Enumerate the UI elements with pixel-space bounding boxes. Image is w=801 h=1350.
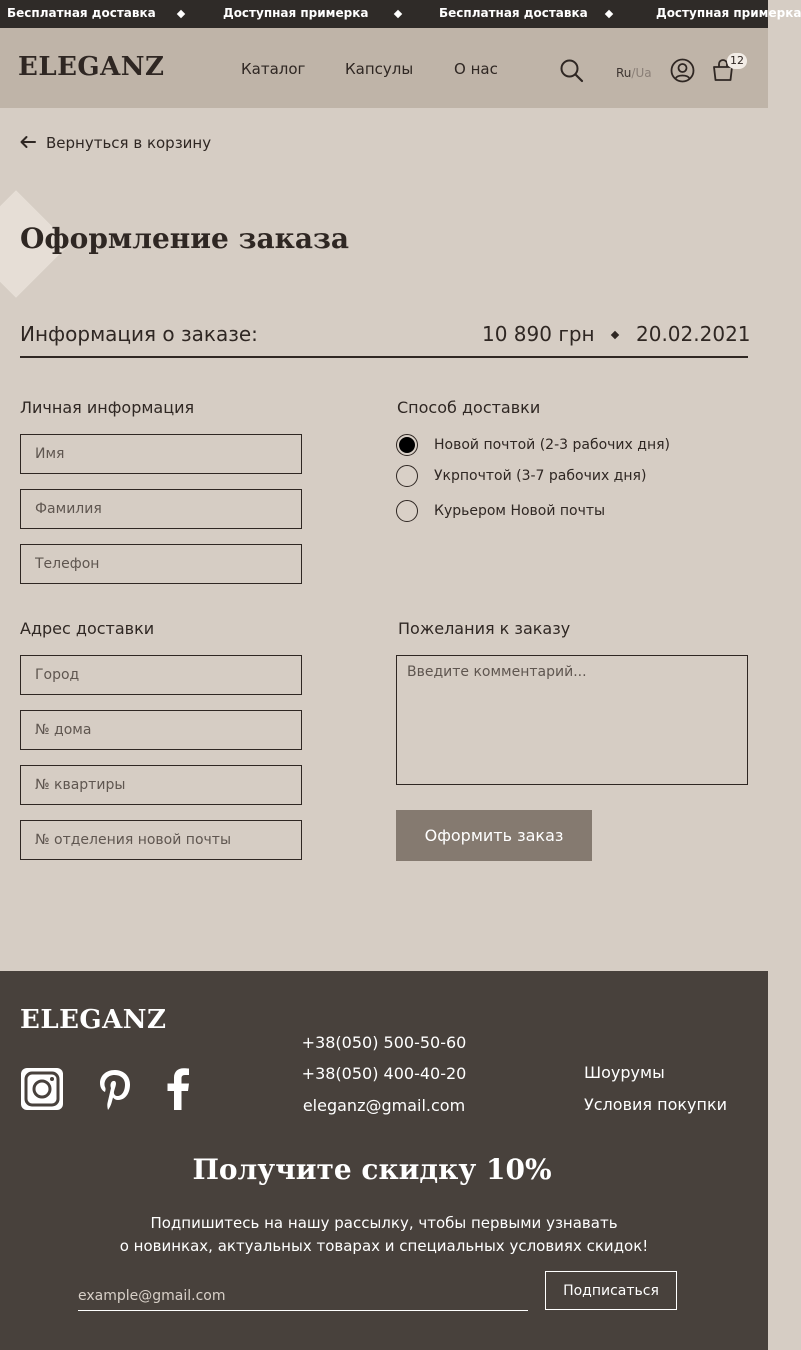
comment-textarea[interactable] bbox=[396, 655, 748, 785]
lang-ru[interactable]: Ru bbox=[616, 66, 632, 80]
back-to-cart-link[interactable] bbox=[20, 134, 211, 152]
delivery-option-courier[interactable] bbox=[396, 500, 605, 522]
delivery-option-label: Новой почтой (2-3 рабочих дня) bbox=[434, 437, 670, 453]
lang-ua[interactable]: Ua bbox=[635, 66, 652, 80]
language-switch[interactable] bbox=[616, 66, 652, 80]
apartment-input[interactable] bbox=[20, 765, 302, 805]
site-footer bbox=[0, 971, 768, 1350]
delivery-option-label: Курьером Новой почты bbox=[434, 503, 606, 519]
place-order-button[interactable]: Оформить заказ bbox=[396, 810, 592, 861]
footer-phone-2[interactable]: +38(050) 400-40-20 bbox=[301, 1064, 467, 1083]
newsletter-text-line-1: Подпишитесь на нашу рассылку, чтобы первыми узнавать bbox=[150, 1214, 618, 1232]
ticker-separator bbox=[177, 10, 185, 18]
search-icon[interactable] bbox=[559, 58, 585, 88]
personal-info-heading: Личная информация bbox=[20, 398, 195, 417]
newsletter-email-input[interactable] bbox=[78, 1281, 528, 1311]
footer-link-terms[interactable]: Условия покупки bbox=[584, 1095, 728, 1114]
house-number-input[interactable] bbox=[20, 710, 302, 750]
footer-link-showrooms[interactable]: Шоурумы bbox=[584, 1063, 665, 1082]
delivery-option-label: Укрпочтой (3-7 рабочих дня) bbox=[434, 468, 647, 484]
site-header bbox=[0, 28, 768, 108]
delivery-method-heading: Способ доставки bbox=[397, 398, 541, 417]
radio-button[interactable] bbox=[396, 500, 418, 522]
promo-ticker bbox=[0, 0, 801, 28]
footer-logo[interactable]: ELEGANZ bbox=[20, 1005, 167, 1035]
lang-separator: / bbox=[631, 66, 636, 80]
radio-button-selected[interactable] bbox=[396, 434, 418, 456]
page-title: Оформление заказа bbox=[20, 222, 349, 255]
post-branch-input[interactable] bbox=[20, 820, 302, 860]
ticker-item: Доступная примерка bbox=[656, 6, 801, 20]
discount-heading: Получите скидку 10% bbox=[192, 1153, 552, 1186]
order-date: 20.02.2021 bbox=[636, 322, 751, 346]
site-logo[interactable]: ELEGANZ bbox=[18, 52, 165, 82]
address-heading: Адрес доставки bbox=[20, 619, 155, 638]
nav-capsules[interactable]: Капсулы bbox=[345, 60, 414, 78]
last-name-input[interactable] bbox=[20, 489, 302, 529]
order-summary-bar bbox=[20, 318, 751, 358]
nav-catalog[interactable]: Каталог bbox=[241, 60, 306, 78]
radio-button[interactable] bbox=[396, 465, 418, 487]
user-icon[interactable] bbox=[670, 58, 695, 87]
city-input[interactable] bbox=[20, 655, 302, 695]
subscribe-button[interactable]: Подписаться bbox=[545, 1271, 677, 1310]
cart-count-badge: 12 bbox=[727, 53, 747, 69]
arrow-left-icon bbox=[20, 134, 36, 152]
ticker-item: Бесплатная доставка bbox=[7, 6, 156, 20]
ticker-separator bbox=[394, 10, 402, 18]
nav-about[interactable]: О нас bbox=[454, 60, 498, 78]
newsletter-text-line-2: о новинках, актуальных товарах и специальных условиях скидок! bbox=[119, 1237, 649, 1255]
order-separator bbox=[611, 331, 619, 339]
footer-phone-1[interactable]: +38(050) 500-50-60 bbox=[301, 1033, 467, 1052]
delivery-option-nova-poshta[interactable] bbox=[396, 434, 670, 456]
order-info-label: Информация о заказе: bbox=[20, 322, 258, 346]
ticker-item: Доступная примерка bbox=[223, 6, 369, 20]
first-name-input[interactable] bbox=[20, 434, 302, 474]
delivery-option-ukrposhta[interactable] bbox=[396, 465, 646, 487]
ticker-item: Бесплатная доставка bbox=[439, 6, 588, 20]
phone-input[interactable] bbox=[20, 544, 302, 584]
back-link-label: Вернуться в корзину bbox=[46, 134, 212, 152]
order-total: 10 890 грн bbox=[482, 322, 595, 346]
wishes-heading: Пожелания к заказу bbox=[398, 619, 571, 638]
footer-email[interactable]: eleganz@gmail.com bbox=[302, 1096, 466, 1115]
ticker-separator bbox=[605, 10, 613, 18]
